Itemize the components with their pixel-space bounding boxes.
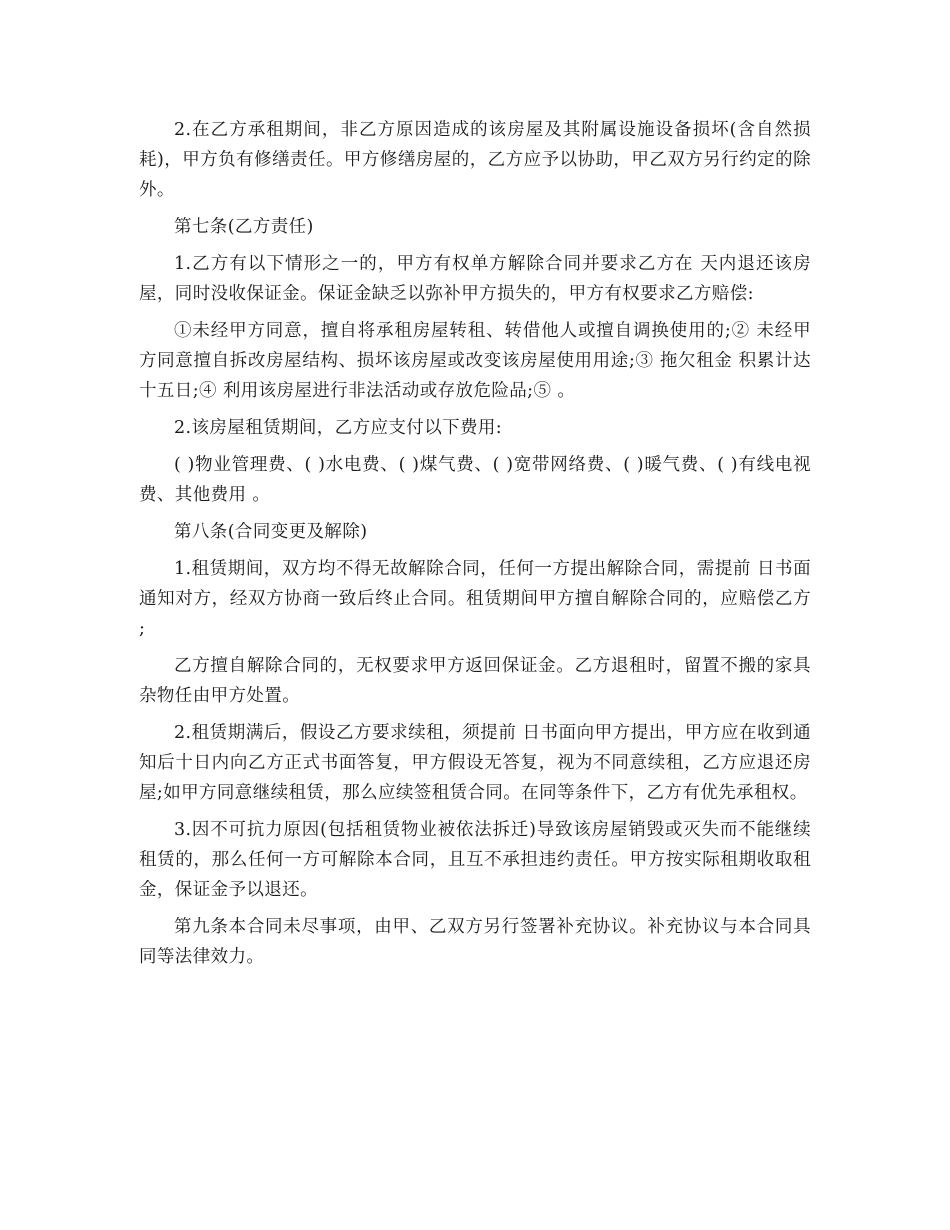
paragraph-renewal: 2.租赁期满后，假设乙方要求续租，须提前 日书面向甲方提出，甲方应在收到通知后十日内向乙方正式书面答复，甲方假设无答复，视为不同意续租，乙方应退还房屋;如甲方同意继续租赁，那么应续签租赁合同。在同等条件下，乙方有优先承租权。 [139,723,811,803]
paragraph-tenant-termination: 乙方擅自解除合同的，无权要求甲方返回保证金。乙方退租时，留置不搬的家具杂物任由甲方处置。 [139,656,811,706]
paragraph-no-unilateral-termination: 1.租赁期间，双方均不得无故解除合同，任何一方提出解除合同，需提前 日书面通知对方，经双方协商一致后终止合同。租赁期间甲方擅自解除合同的，应赔偿乙方 ; [139,559,811,639]
paragraph-force-majeure: 3.因不可抗力原因(包括租赁物业被依法拆迁)导致该房屋销毁或灭失而不能继续租赁的，那么任何一方可解除本合同，且互不承担违约责任。甲方按实际租期收取租金，保证金予以退还。 [139,820,811,900]
paragraph-fees-list: ( )物业管理费、( )水电费、( )煤气费、( )宽带网络费、( )暖气费、( )有线电视费、其他费用 。 [139,455,811,505]
paragraph-violation-list: ①未经甲方同意，擅自将承租房屋转租、转借他人或擅自调换使用的;② 未经甲方同意擅自拆改房屋结构、损坏该房屋或改变该房屋使用用途;③ 拖欠租金 积累计达十五日;④ 利用该房屋进行非法活动或存放危险品;⑤ 。 [139,321,811,401]
paragraph-article-9: 第九条本合同未尽事项，由甲、乙双方另行签署补充协议。补充协议与本合同具同等法律效力。 [139,917,811,967]
paragraph-repair-responsibility: 2.在乙方承租期间，非乙方原因造成的该房屋及其附属设施设备损坏(含自然损耗)，甲方负有修缮责任。甲方修缮房屋的，乙方应予以协助，甲乙双方另行约定的除外。 [139,120,811,200]
heading-article-8: 第八条(合同变更及解除) [174,522,368,542]
heading-article-7: 第七条(乙方责任) [174,217,314,237]
document-body [139,115,811,979]
paragraph-termination-conditions: 1.乙方有以下情形之一的，甲方有权单方解除合同并要求乙方在 天内退还该房屋，同时没收保证金。保证金缺乏以弥补甲方损失的，甲方有权要求乙方赔偿: [139,254,811,304]
paragraph-fees-intro: 2.该房屋租赁期间，乙方应支付以下费用: [174,418,503,438]
